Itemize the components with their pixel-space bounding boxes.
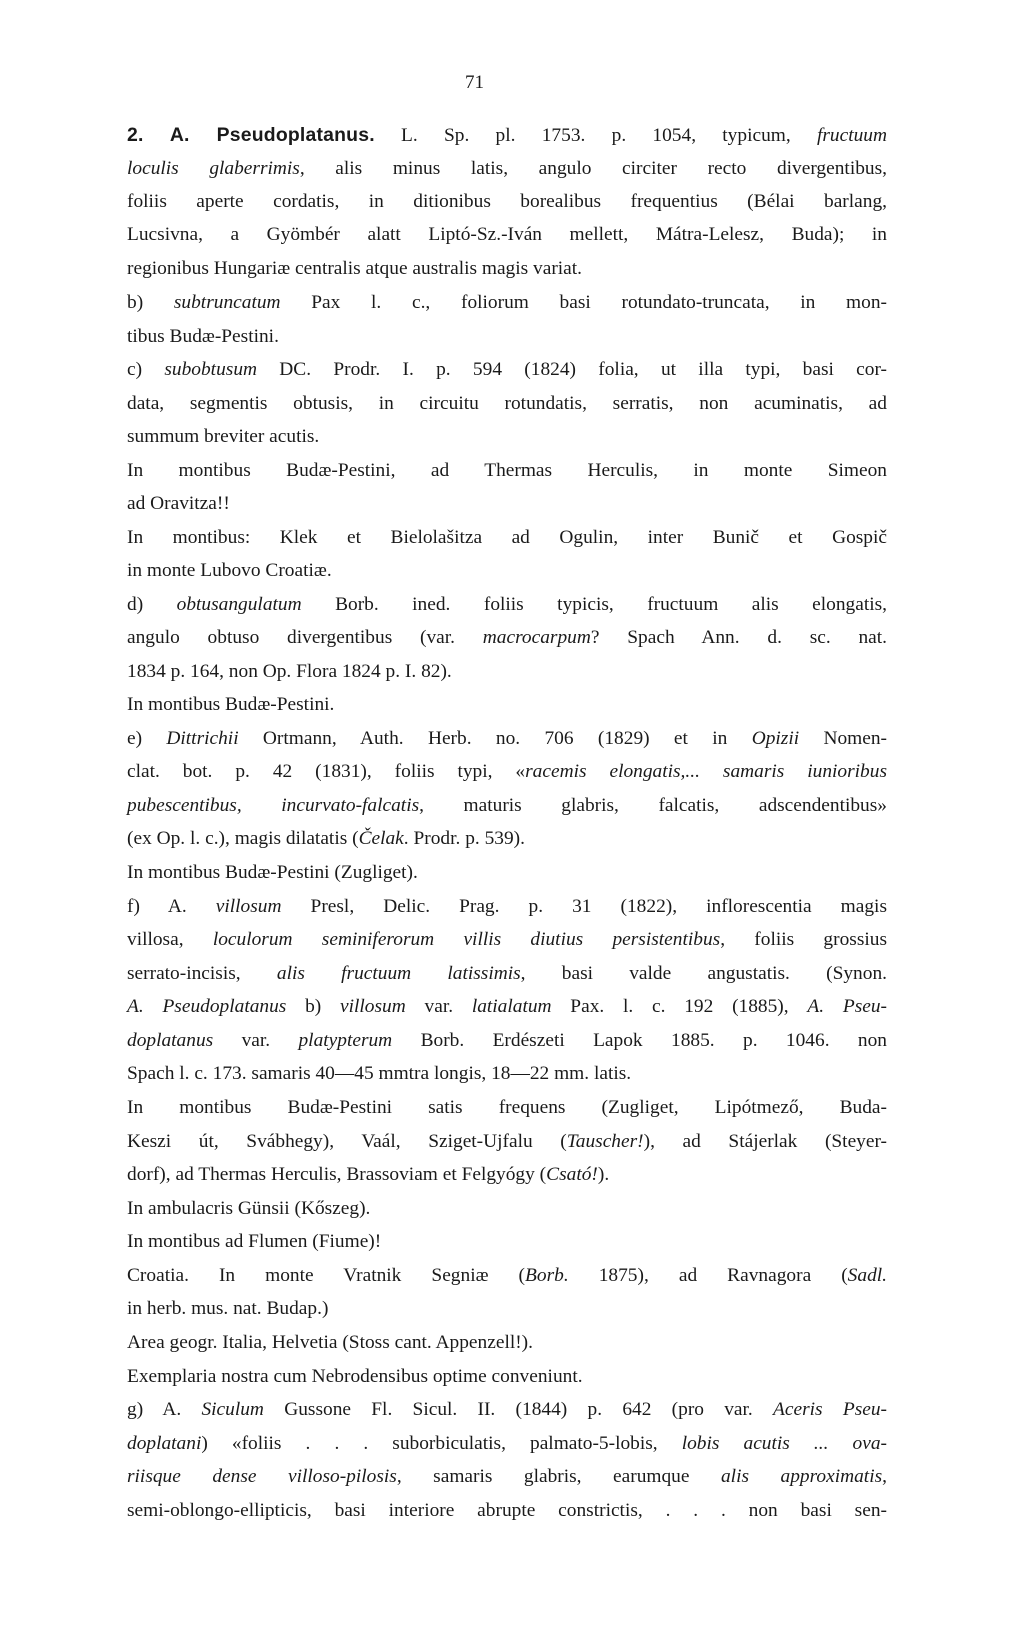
- text-line: [127, 658, 887, 686]
- text-line: [127, 557, 887, 585]
- text-line: [127, 1262, 887, 1290]
- text-line: [127, 188, 887, 216]
- text-line: [127, 121, 887, 149]
- italic-text: obtusangulatum: [176, 594, 302, 615]
- text-run: var.: [213, 1030, 299, 1051]
- italic-text: subobtusum: [164, 359, 258, 380]
- text-line: [127, 926, 887, 954]
- text-run: f) A.: [127, 896, 216, 917]
- text-run: L. Sp. pl. 1753. p. 1054, typicum,: [374, 125, 817, 146]
- text-line: [127, 691, 887, 719]
- italic-text: Tauscher!: [566, 1131, 644, 1152]
- text-run: Lucsivna, a Gyömbér alatt Liptó-Sz.-Iván mellett, Mátra-Lelesz, Buda); in: [127, 224, 887, 245]
- text-run: In montibus Budæ-Pestini, ad Thermas Herculis, in monte Simeon: [127, 460, 887, 481]
- text-run: , maturis glabris, falcatis, adscendentibus»: [419, 795, 887, 816]
- italic-text: subtruncatum: [173, 292, 281, 313]
- species-heading: 2. A. Pseudoplatanus.: [127, 124, 375, 146]
- text-run: Exemplaria nostra cum Nebrodensibus optime conveniunt.: [127, 1366, 583, 1387]
- italic-text: villosum: [340, 996, 406, 1017]
- text-run: ).: [597, 1164, 610, 1185]
- text-run: Keszi út, Svábhegy), Vaál, Sziget-Ujfalu (: [127, 1131, 567, 1152]
- text-run: clat. bot. p. 42 (1831), foliis typi, «: [127, 761, 526, 782]
- italic-text: fructuum: [816, 125, 887, 146]
- text-run: var.: [405, 996, 472, 1017]
- text-line: [127, 490, 887, 518]
- text-line: [127, 993, 887, 1021]
- text-run: (ex Op. l. c.), magis dilatatis (: [127, 828, 359, 849]
- italic-text: doplatani: [127, 1433, 202, 1454]
- italic-text: racemis elongatis,... samaris iunioribus: [525, 761, 887, 782]
- text-run: Ortmann, Auth. Herb. no. 706 (1829) et in: [238, 728, 752, 749]
- text-line: [127, 1161, 887, 1189]
- text-run: Pax l. c., foliorum basi rotundato-truncata, in mon-: [280, 292, 887, 313]
- text-run: ,: [882, 1466, 887, 1487]
- text-run: ad Oravitza!!: [127, 493, 230, 514]
- italic-text: alis fructuum latissimis: [276, 963, 521, 984]
- text-run: In montibus: Klek et Bielolašitza ad Ogulin, inter Bunič et Gospič: [127, 527, 887, 548]
- text-run: Gussone Fl. Sicul. II. (1844) p. 642 (pro var.: [263, 1399, 774, 1420]
- text-line: [127, 1094, 887, 1122]
- text-run: g) A.: [127, 1399, 202, 1420]
- text-run: summum breviter acutis.: [127, 426, 320, 447]
- text-run: d): [127, 594, 177, 615]
- text-line: [127, 893, 887, 921]
- text-run: e): [127, 728, 167, 749]
- text-line: [127, 1430, 887, 1458]
- text-run: c): [127, 359, 165, 380]
- text-run: b): [286, 996, 341, 1017]
- text-run: in herb. mus. nat. Budap.): [127, 1298, 329, 1319]
- text-line: [127, 221, 887, 249]
- italic-text: Siculum: [201, 1399, 264, 1420]
- italic-text: A. Pseu-: [807, 996, 887, 1017]
- text-run: foliis aperte cordatis, in ditionibus borealibus frequentius (Bélai barlang,: [127, 191, 887, 212]
- italic-text: loculorum seminiferorum villis diutius persistentibus: [212, 929, 721, 950]
- italic-text: A. Pseudoplatanus: [127, 996, 287, 1017]
- page-number: 71: [465, 72, 484, 93]
- text-run: ), ad Stájerlak (Steyer-: [643, 1131, 888, 1152]
- text-line: [127, 859, 887, 887]
- text-line: [127, 1195, 887, 1223]
- text-line: [127, 423, 887, 451]
- italic-text: macrocarpum: [482, 627, 591, 648]
- text-line: [127, 1027, 887, 1055]
- text-run: dorf), ad Thermas Herculis, Brassoviam et Felgyógy (: [127, 1164, 547, 1185]
- text-line: [127, 255, 887, 283]
- text-run: b): [127, 292, 174, 313]
- text-run: In montibus Budæ-Pestini satis frequens (Zugliget, Lipótmező, Buda-: [127, 1097, 887, 1118]
- italic-text: riisque dense villoso-pilosis: [127, 1466, 397, 1487]
- text-line: [127, 1228, 887, 1256]
- text-run: , basi valde angustatis. (Synon.: [520, 963, 887, 984]
- italic-text: pubescentibus, incurvato-falcatis: [127, 795, 420, 816]
- italic-text: Aceris Pseu-: [773, 1399, 887, 1420]
- text-line: [127, 1329, 887, 1357]
- text-run: angulo obtuso divergentibus (var.: [127, 627, 483, 648]
- text-run: tibus Budæ-Pestini.: [127, 326, 279, 347]
- italic-text: Borb.: [525, 1265, 569, 1286]
- italic-text: alis approximatis: [720, 1466, 883, 1487]
- text-line: [127, 524, 887, 552]
- text-run: In montibus ad Flumen (Fiume)!: [127, 1231, 382, 1252]
- text-line: [127, 960, 887, 988]
- text-run: Pax. l. c. 192 (1885),: [551, 996, 808, 1017]
- text-run: DC. Prodr. I. p. 594 (1824) folia, ut illa typi, basi cor-: [257, 359, 887, 380]
- italic-text: platypterum: [298, 1030, 393, 1051]
- text-run: , alis minus latis, angulo circiter recto divergentibus,: [299, 158, 887, 179]
- text-run: Croatia. In monte Vratnik Segniæ (: [127, 1265, 526, 1286]
- text-line: [127, 825, 887, 853]
- text-run: ? Spach Ann. d. sc. nat.: [590, 627, 888, 648]
- text-run: villosa,: [127, 929, 213, 950]
- text-line: [127, 1396, 887, 1424]
- text-line: [127, 1363, 887, 1391]
- text-line: [127, 289, 887, 317]
- italic-text: Čelak: [358, 828, 404, 849]
- text-run: Presl, Delic. Prag. p. 31 (1822), inflorescentia magis: [281, 896, 887, 917]
- text-line: [127, 1060, 887, 1088]
- text-run: semi-oblongo-ellipticis, basi interiore abrupte constrictis, . . . non basi sen-: [127, 1500, 887, 1521]
- text-run: In ambulacris Günsii (Kőszeg).: [127, 1198, 371, 1219]
- text-run: , foliis grossius: [720, 929, 888, 950]
- text-run: Nomen-: [799, 728, 887, 749]
- text-run: 1875), ad Ravnagora (: [568, 1265, 848, 1286]
- text-run: . Prodr. p. 539).: [403, 828, 525, 849]
- text-line: [127, 624, 887, 652]
- text-line: [127, 725, 887, 753]
- text-line: [127, 155, 887, 183]
- text-run: Borb. Erdészeti Lapok 1885. p. 1046. non: [392, 1030, 887, 1051]
- text-run: ) «foliis . . . suborbiculatis, palmato-5-lobis,: [201, 1433, 682, 1454]
- text-line: [127, 1497, 887, 1525]
- text-run: Borb. ined. foliis typicis, fructuum alis elongatis,: [301, 594, 887, 615]
- text-line: [127, 457, 887, 485]
- text-line: [127, 390, 887, 418]
- text-line: [127, 323, 887, 351]
- text-line: [127, 758, 887, 786]
- italic-text: lobis acutis ... ova-: [681, 1433, 887, 1454]
- italic-text: villosum: [215, 896, 282, 917]
- text-run: regionibus Hungariæ centralis atque australis magis variat.: [127, 258, 583, 279]
- text-line: [127, 356, 887, 384]
- italic-text: doplatanus: [127, 1030, 214, 1051]
- text-line: [127, 1295, 887, 1323]
- italic-text: loculis glaberrimis: [127, 158, 300, 179]
- italic-text: Dittrichii: [166, 728, 239, 749]
- italic-text: Csató!: [546, 1164, 598, 1185]
- text-run: In montibus Budæ-Pestini (Zugliget).: [127, 862, 418, 883]
- italic-text: Sadl.: [847, 1265, 887, 1286]
- text-line: [127, 1128, 887, 1156]
- text-run: Area geogr. Italia, Helvetia (Stoss cant. Appenzell!).: [127, 1332, 533, 1353]
- text-run: , samaris glabris, earumque: [396, 1466, 721, 1487]
- text-run: data, segmentis obtusis, in circuitu rotundatis, serratis, non acuminatis, ad: [127, 393, 887, 414]
- text-run: Spach l. c. 173. samaris 40—45 mmtra longis, 18—22 mm. latis.: [127, 1063, 632, 1084]
- italic-text: latialatum: [471, 996, 552, 1017]
- text-line: [127, 792, 887, 820]
- text-line: [127, 1463, 887, 1491]
- text-line: [127, 591, 887, 619]
- italic-text: Opizii: [751, 728, 800, 749]
- text-run: In montibus Budæ-Pestini.: [127, 694, 335, 715]
- text-run: serrato-incisis,: [127, 963, 277, 984]
- text-run: 1834 p. 164, non Op. Flora 1824 p. I. 82).: [127, 661, 452, 682]
- text-run: in monte Lubovo Croatiæ.: [127, 560, 332, 581]
